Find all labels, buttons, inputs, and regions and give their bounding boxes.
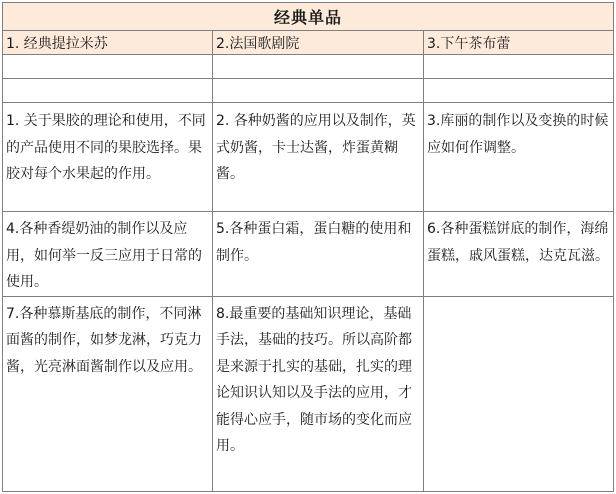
blank-row — [3, 55, 614, 79]
cell-text: 1. 关于果胶的理论和使用，不同的产品使用不同的果胶选择。果胶对每个水果起的作用。 — [6, 113, 206, 182]
table-cell — [424, 296, 614, 491]
empty-cell — [424, 55, 614, 79]
cell-text: 6.各种蛋糕饼底的制作，海绵蛋糕，戚风蛋糕，达克瓦滋。 — [427, 221, 609, 264]
empty-cell — [3, 55, 213, 79]
header-cell-3: 3.下午茶布蕾 — [424, 31, 614, 55]
table-cell — [213, 103, 424, 212]
cell-text: 8.最重要的基础知识理论，基础手法，基础的技巧。所以高阶都是来源于扎实的基础，扎实的理论知识认知以及手法的应用，才能得心应手，随市场的变化而应用。 — [216, 305, 412, 454]
table-row — [3, 103, 614, 212]
empty-cell — [3, 79, 213, 103]
cell-text: 3.库丽的制作以及变换的时候应如何作调整。 — [427, 113, 609, 156]
table-cell — [424, 103, 614, 212]
cell-text: 5.各种蛋白霜，蛋白糖的使用和制作。 — [216, 221, 412, 264]
table-cell — [3, 212, 213, 297]
empty-cell — [424, 79, 614, 103]
table-cell — [3, 296, 213, 491]
table-row — [3, 212, 614, 297]
header-cell-2: 2.法国歌剧院 — [213, 31, 424, 55]
empty-cell — [213, 55, 424, 79]
table-cell — [3, 103, 213, 212]
table-cell — [213, 212, 424, 297]
course-table — [2, 2, 614, 492]
table-title: 经典单品 — [3, 3, 614, 31]
cell-text: 4.各种香缇奶油的制作以及应用，如何举一反三应用于日常的使用。 — [6, 221, 202, 290]
blank-row — [3, 79, 614, 103]
cell-text: 7.各种慕斯基底的制作，不同淋面酱的制作，如梦龙淋，巧克力酱，光亮淋面酱制作以及应用。 — [6, 305, 202, 375]
table-cell — [213, 296, 424, 491]
empty-cell — [213, 79, 424, 103]
table-cell — [424, 212, 614, 297]
header-row — [3, 31, 614, 55]
title-row — [3, 3, 614, 31]
cell-text: 2. 各种奶酱的应用以及制作，英式奶酱，卡士达酱，炸蛋黄糊酱。 — [216, 113, 416, 182]
header-cell-1: 1. 经典提拉米苏 — [3, 31, 213, 55]
table-row — [3, 296, 614, 491]
